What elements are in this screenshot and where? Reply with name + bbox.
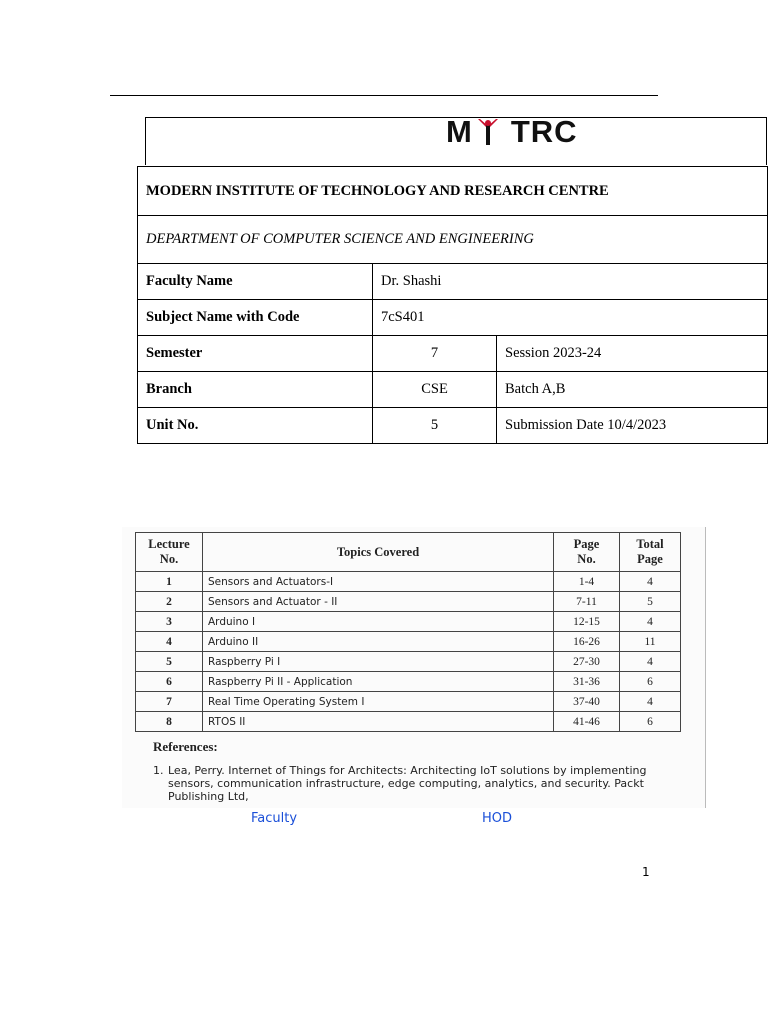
branch-label: Branch xyxy=(138,372,373,408)
faculty-signature-label: Faculty xyxy=(251,811,298,826)
lecture-page: 37-40 xyxy=(554,692,620,712)
table-row xyxy=(136,592,681,612)
lecture-no: 3 xyxy=(136,612,203,632)
lecture-no: 8 xyxy=(136,712,203,732)
lecture-table xyxy=(135,532,681,732)
col-header-total-page: Total Page xyxy=(620,533,681,572)
lecture-page: 7-11 xyxy=(554,592,620,612)
lecture-page: 31-36 xyxy=(554,672,620,692)
department-name: DEPARTMENT OF COMPUTER SCIENCE AND ENGINEERING xyxy=(138,216,768,264)
lecture-page: 41-46 xyxy=(554,712,620,732)
table-row xyxy=(136,652,681,672)
lecture-topic: RTOS II xyxy=(203,712,554,732)
lecture-total: 4 xyxy=(620,572,681,592)
submission-date: Submission Date 10/4/2023 xyxy=(497,408,768,444)
lecture-total: 4 xyxy=(620,652,681,672)
lecture-total: 11 xyxy=(620,632,681,652)
lecture-total: 4 xyxy=(620,692,681,712)
lecture-no: 5 xyxy=(136,652,203,672)
subject-label: Subject Name with Code xyxy=(138,300,373,336)
lecture-total: 5 xyxy=(620,592,681,612)
lecture-total: 6 xyxy=(620,712,681,732)
table-row xyxy=(136,572,681,592)
col-header-page-no: Page No. xyxy=(554,533,620,572)
references-title: References: xyxy=(153,739,218,754)
reference-item xyxy=(153,764,673,803)
table-row xyxy=(136,612,681,632)
institute-logo xyxy=(446,115,644,149)
semester-value: 7 xyxy=(373,336,497,372)
header-table xyxy=(137,166,768,444)
unit-value: 5 xyxy=(373,408,497,444)
faculty-label: Faculty Name xyxy=(138,264,373,300)
batch-value: Batch A,B xyxy=(497,372,768,408)
lecture-topic: Sensors and Actuators-I xyxy=(203,572,554,592)
lecture-no: 1 xyxy=(136,572,203,592)
lecture-topic: Raspberry Pi I xyxy=(203,652,554,672)
lecture-no: 4 xyxy=(136,632,203,652)
branch-value: CSE xyxy=(373,372,497,408)
lecture-page: 16-26 xyxy=(554,632,620,652)
lecture-topic: Real Time Operating System I xyxy=(203,692,554,712)
table-row xyxy=(136,672,681,692)
reference-text: Lea, Perry. Internet of Things for Architects: Architecting IoT solutions by implementing sensors, communication infrastructure, edge computing, analytics, and security. Packt Publishing Ltd, xyxy=(168,764,647,803)
lecture-topic: Arduino I xyxy=(203,612,554,632)
faculty-value: Dr. Shashi xyxy=(373,264,768,300)
reference-number: 1. xyxy=(153,764,164,777)
lecture-no: 6 xyxy=(136,672,203,692)
lecture-page: 27-30 xyxy=(554,652,620,672)
lecture-total: 6 xyxy=(620,672,681,692)
page-number: 1 xyxy=(642,865,650,879)
lecture-topic: Raspberry Pi II - Application xyxy=(203,672,554,692)
hod-signature-label: HOD xyxy=(482,811,513,826)
lecture-no: 7 xyxy=(136,692,203,712)
top-rule xyxy=(110,95,658,96)
lecture-no: 2 xyxy=(136,592,203,612)
logo-emblem-icon xyxy=(476,117,500,147)
subject-value: 7cS401 xyxy=(373,300,768,336)
table-row xyxy=(136,632,681,652)
lecture-topic: Arduino II xyxy=(203,632,554,652)
lecture-total: 4 xyxy=(620,612,681,632)
table-row xyxy=(136,692,681,712)
lecture-page: 12-15 xyxy=(554,612,620,632)
col-header-topics: Topics Covered xyxy=(203,533,554,572)
logo-box xyxy=(145,114,767,165)
col-header-lecture-no: Lecture No. xyxy=(136,533,203,572)
logo-letters-trc: TRC xyxy=(510,114,578,149)
lecture-page: 1-4 xyxy=(554,572,620,592)
lecture-topic: Sensors and Actuator - II xyxy=(203,592,554,612)
logo-letter-m: M xyxy=(446,114,473,149)
session-value: Session 2023-24 xyxy=(497,336,768,372)
table-row xyxy=(136,712,681,732)
unit-label: Unit No. xyxy=(138,408,373,444)
semester-label: Semester xyxy=(138,336,373,372)
institute-name: MODERN INSTITUTE OF TECHNOLOGY AND RESEARCH CENTRE xyxy=(138,167,768,216)
